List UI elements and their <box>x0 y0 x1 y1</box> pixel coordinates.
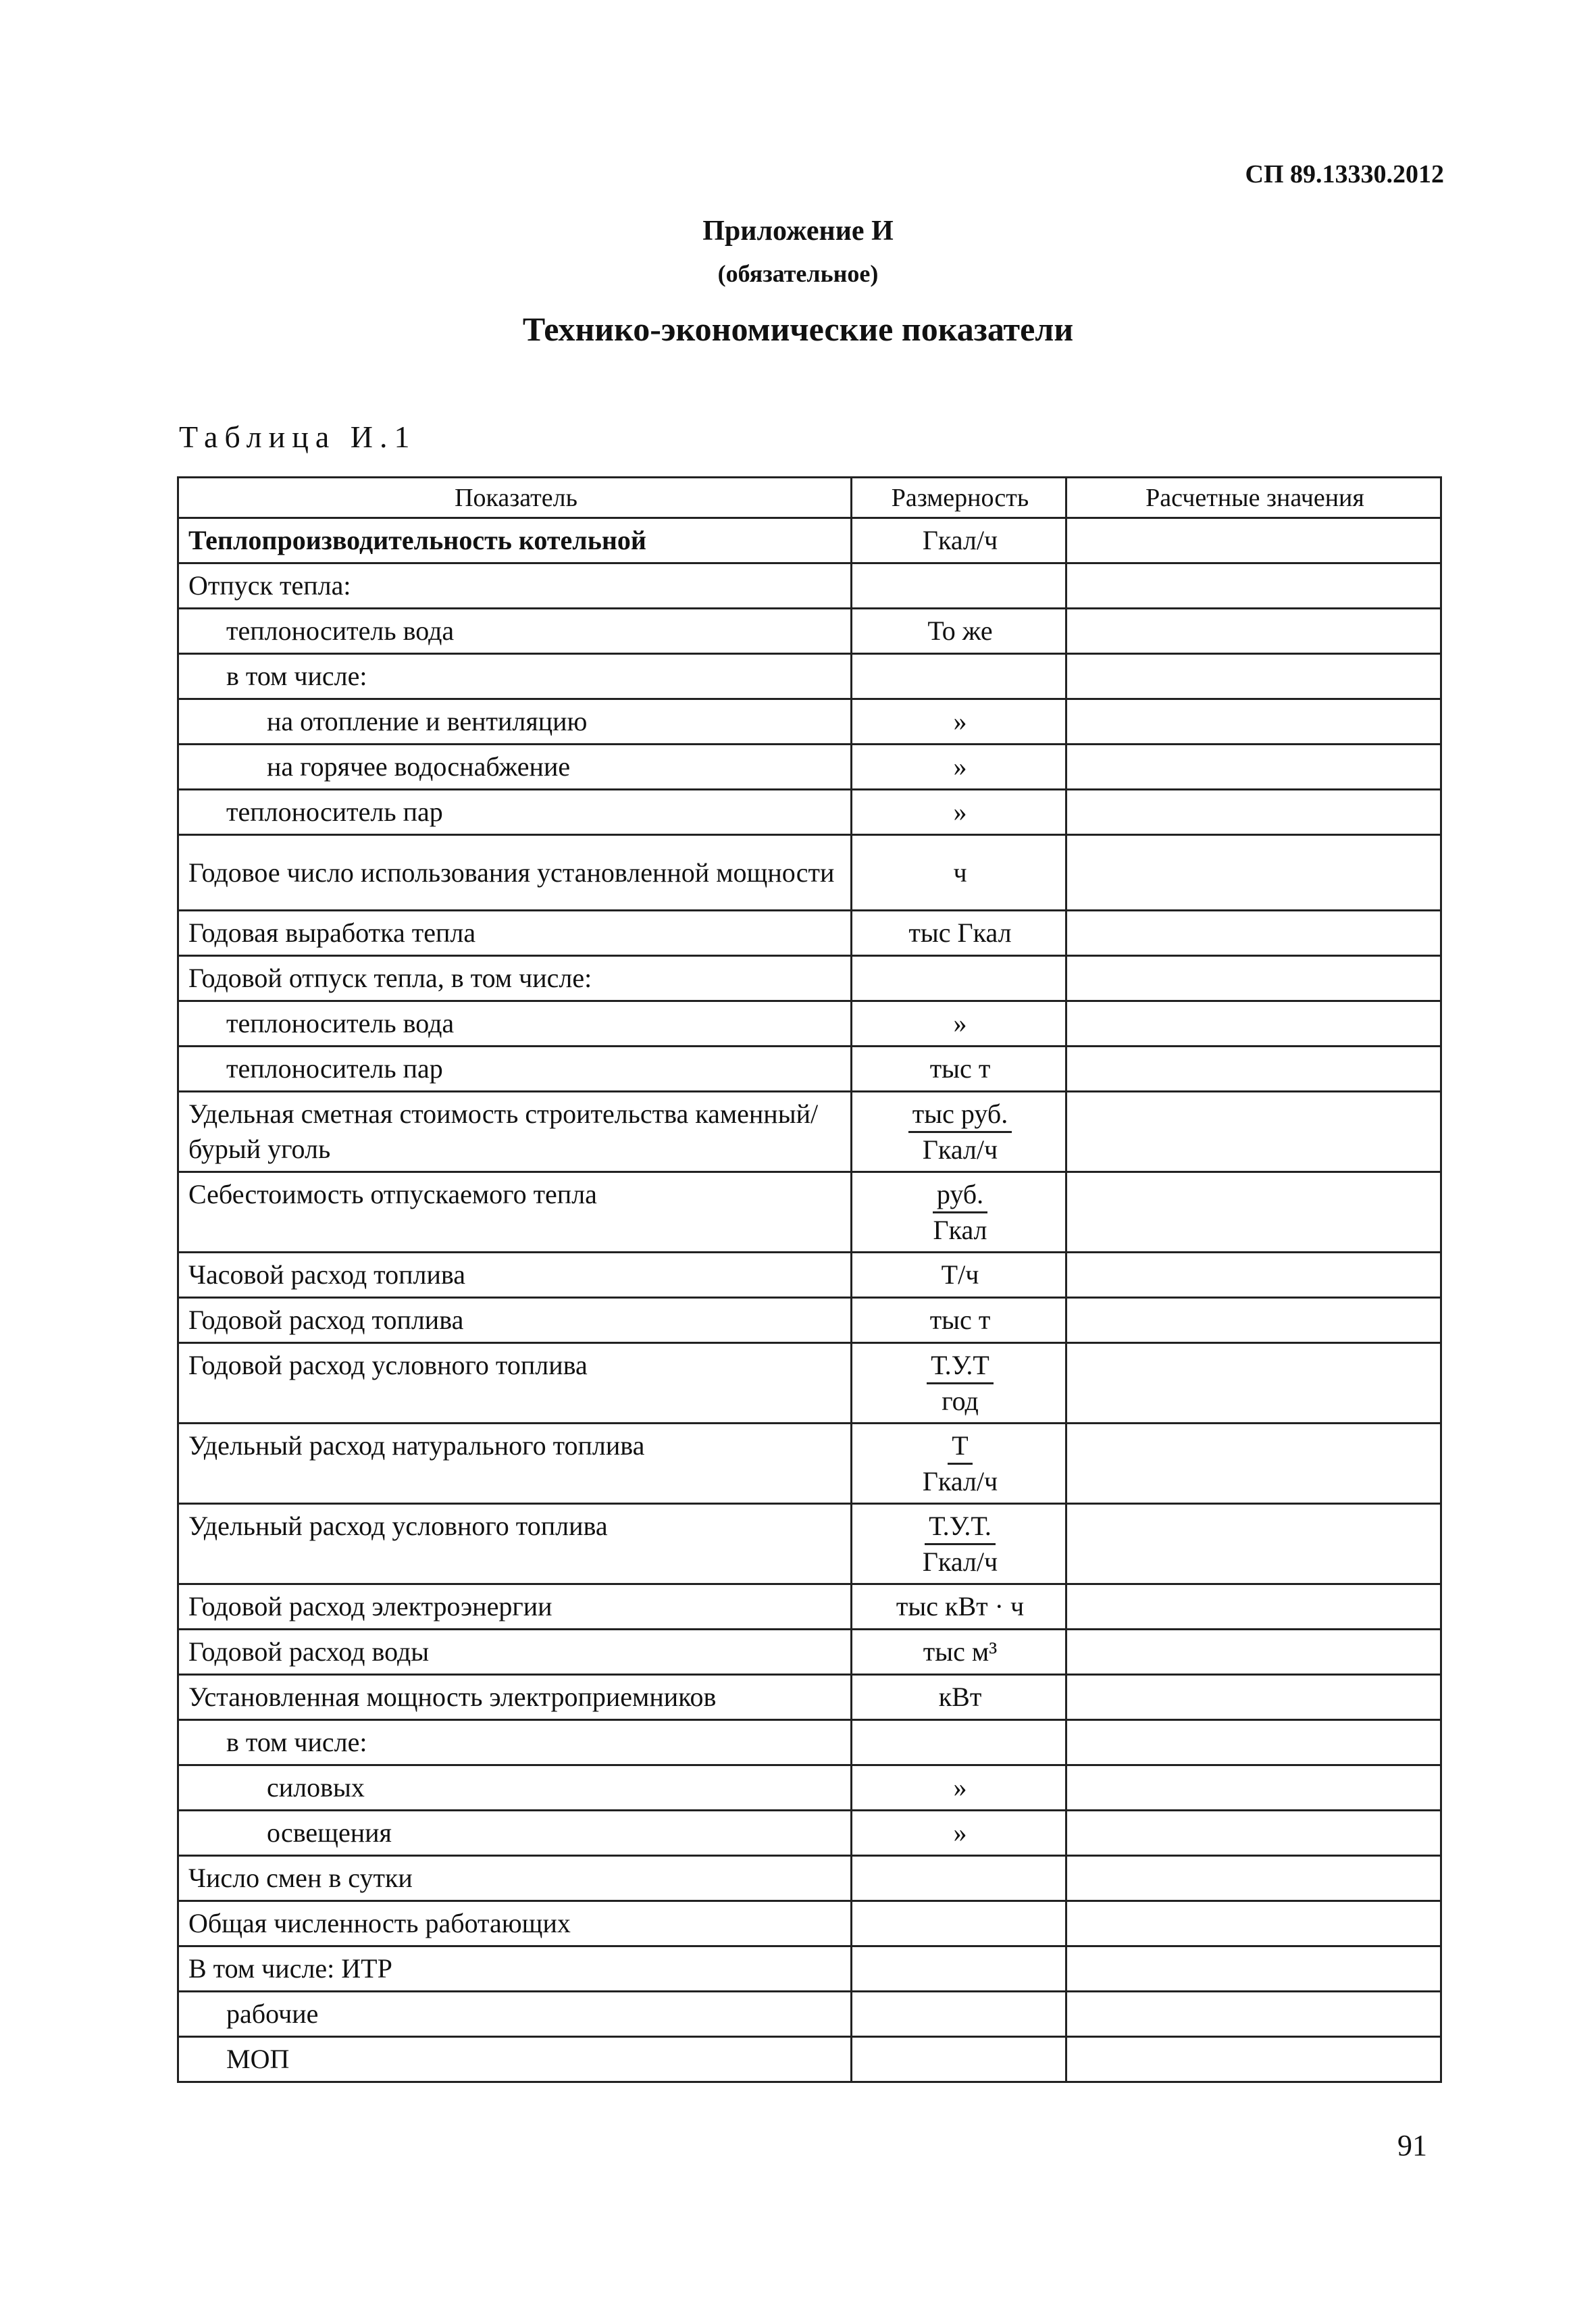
row-label: Установленная мощность электроприемников <box>178 1675 852 1720</box>
table-row <box>178 654 1441 699</box>
table-caption: Таблица И.1 <box>179 420 417 454</box>
row-label: Годовой расход электроэнергии <box>178 1584 852 1630</box>
row-label: силовых <box>178 1765 852 1811</box>
indicators-table <box>177 476 1442 2083</box>
row-value <box>1066 1946 1441 1992</box>
table-row <box>178 518 1441 563</box>
table-row <box>178 1992 1441 2037</box>
table-row <box>178 1856 1441 1901</box>
page-number: 91 <box>1397 2129 1427 2162</box>
row-unit <box>852 1424 1066 1504</box>
row-label: Удельный расход условного топлива <box>178 1504 852 1584</box>
row-unit: тыс кВт · ч <box>852 1584 1066 1630</box>
appendix-title: Приложение И <box>702 216 894 247</box>
row-unit <box>852 1504 1066 1584</box>
row-unit: То же <box>852 609 1066 654</box>
table-row <box>178 699 1441 745</box>
row-value <box>1066 518 1441 563</box>
table-row <box>178 1901 1441 1946</box>
row-label: на отопление и вентиляцию <box>178 699 852 745</box>
unit-fraction <box>908 1097 1012 1167</box>
row-value <box>1066 1856 1441 1901</box>
row-value <box>1066 1001 1441 1047</box>
row-label: Годовая выработка тепла <box>178 911 852 956</box>
row-label: теплоноситель вода <box>178 609 852 654</box>
row-label: В том числе: ИТР <box>178 1946 852 1992</box>
row-value <box>1066 1253 1441 1298</box>
row-unit: » <box>852 1001 1066 1047</box>
appendix-subtitle: (обязательное) <box>717 260 879 287</box>
table-row <box>178 1630 1441 1675</box>
unit-denominator: год <box>942 1386 979 1416</box>
row-unit: » <box>852 699 1066 745</box>
row-unit: тыс т <box>852 1298 1066 1343</box>
table-row <box>178 1720 1441 1765</box>
row-value <box>1066 2037 1441 2082</box>
row-unit: » <box>852 1765 1066 1811</box>
unit-denominator: Гкал/ч <box>922 1134 998 1165</box>
row-unit: » <box>852 1811 1066 1856</box>
row-label: теплоноситель пар <box>178 1047 852 1092</box>
unit-fraction <box>929 1178 991 1247</box>
row-unit: » <box>852 790 1066 835</box>
row-label: Годовой отпуск тепла, в том числе: <box>178 956 852 1001</box>
row-unit <box>852 1901 1066 1946</box>
row-label: Число смен в сутки <box>178 1856 852 1901</box>
unit-numerator: руб. <box>933 1178 987 1213</box>
row-value <box>1066 956 1441 1001</box>
document-code: СП 89.13330.2012 <box>1245 160 1444 188</box>
row-unit: Гкал/ч <box>852 518 1066 563</box>
column-header-indicator: Показатель <box>178 478 852 518</box>
row-unit <box>852 1172 1066 1253</box>
table-row <box>178 1253 1441 1298</box>
row-label: Годовой расход воды <box>178 1630 852 1675</box>
column-header-values: Расчетные значения <box>1066 478 1441 518</box>
unit-denominator: Гкал/ч <box>922 1466 998 1496</box>
unit-numerator: Т <box>948 1429 972 1465</box>
row-value <box>1066 609 1441 654</box>
row-value <box>1066 1811 1441 1856</box>
table-row <box>178 956 1441 1001</box>
row-unit: тыс т <box>852 1047 1066 1092</box>
row-unit <box>852 1092 1066 1172</box>
table-row <box>178 1001 1441 1047</box>
table-row <box>178 835 1441 911</box>
row-value <box>1066 835 1441 911</box>
row-value <box>1066 1298 1441 1343</box>
table-row <box>178 1811 1441 1856</box>
row-unit <box>852 2037 1066 2082</box>
table-row <box>178 911 1441 956</box>
table-row <box>178 1424 1441 1504</box>
row-value <box>1066 699 1441 745</box>
row-label: освещения <box>178 1811 852 1856</box>
row-value <box>1066 911 1441 956</box>
table-row <box>178 745 1441 790</box>
row-label: в том числе: <box>178 1720 852 1765</box>
row-unit <box>852 1856 1066 1901</box>
row-label: Годовое число использования установленной мощности <box>178 835 852 911</box>
unit-numerator: тыс руб. <box>908 1097 1012 1133</box>
row-value <box>1066 1584 1441 1630</box>
table-row <box>178 1946 1441 1992</box>
row-unit <box>852 563 1066 609</box>
table-row <box>178 1343 1441 1424</box>
row-unit: Т/ч <box>852 1253 1066 1298</box>
row-label: Теплопроизводительность котельной <box>178 518 852 563</box>
row-value <box>1066 1765 1441 1811</box>
row-label: теплоноситель пар <box>178 790 852 835</box>
row-value <box>1066 654 1441 699</box>
row-label: Удельная сметная стоимость строительства каменный/бурый уголь <box>178 1092 852 1172</box>
row-label: Часовой расход топлива <box>178 1253 852 1298</box>
row-label: Годовой расход топлива <box>178 1298 852 1343</box>
row-unit: ч <box>852 835 1066 911</box>
unit-numerator: Т.У.Т. <box>925 1509 996 1545</box>
row-label: в том числе: <box>178 654 852 699</box>
unit-numerator: Т.У.Т <box>927 1349 994 1384</box>
row-value <box>1066 745 1441 790</box>
row-label: Себестоимость отпускаемого тепла <box>178 1172 852 1253</box>
section-title: Технико-экономические показатели <box>522 310 1074 348</box>
table-row <box>178 1504 1441 1584</box>
row-label: рабочие <box>178 1992 852 2037</box>
row-value <box>1066 1172 1441 1253</box>
table-row <box>178 563 1441 609</box>
row-unit <box>852 1992 1066 2037</box>
row-unit: тыс Гкал <box>852 911 1066 956</box>
row-value <box>1066 1720 1441 1765</box>
unit-fraction <box>919 1509 1002 1579</box>
unit-denominator: Гкал <box>933 1215 987 1245</box>
table-row <box>178 1584 1441 1630</box>
unit-denominator: Гкал/ч <box>922 1546 998 1577</box>
row-unit: » <box>852 745 1066 790</box>
row-value <box>1066 1992 1441 2037</box>
row-label: МОП <box>178 2037 852 2082</box>
row-unit <box>852 1946 1066 1992</box>
row-value <box>1066 1675 1441 1720</box>
table-row <box>178 2037 1441 2082</box>
row-value <box>1066 1901 1441 1946</box>
table-row <box>178 790 1441 835</box>
row-value <box>1066 1047 1441 1092</box>
row-value <box>1066 1424 1441 1504</box>
table-row <box>178 1675 1441 1720</box>
row-value <box>1066 1630 1441 1675</box>
table-row <box>178 1298 1441 1343</box>
row-unit <box>852 1720 1066 1765</box>
table-row <box>178 1765 1441 1811</box>
table-row <box>178 1047 1441 1092</box>
row-value <box>1066 790 1441 835</box>
row-value <box>1066 1092 1441 1172</box>
row-unit <box>852 654 1066 699</box>
unit-fraction <box>927 1349 994 1418</box>
row-label: Отпуск тепла: <box>178 563 852 609</box>
table-header-row <box>178 478 1441 518</box>
row-label: Удельный расход натурального топлива <box>178 1424 852 1504</box>
column-header-unit: Размерность <box>852 478 1066 518</box>
row-value <box>1066 1343 1441 1424</box>
unit-fraction <box>919 1429 1002 1499</box>
row-label: Годовой расход условного топлива <box>178 1343 852 1424</box>
row-label: Общая численность работающих <box>178 1901 852 1946</box>
table-row <box>178 609 1441 654</box>
row-label: на горячее водоснабжение <box>178 745 852 790</box>
table-row <box>178 1172 1441 1253</box>
row-unit: кВт <box>852 1675 1066 1720</box>
row-label: теплоноситель вода <box>178 1001 852 1047</box>
row-unit: тыс м³ <box>852 1630 1066 1675</box>
row-value <box>1066 1504 1441 1584</box>
table-row <box>178 1092 1441 1172</box>
row-unit <box>852 956 1066 1001</box>
row-value <box>1066 563 1441 609</box>
row-unit <box>852 1343 1066 1424</box>
